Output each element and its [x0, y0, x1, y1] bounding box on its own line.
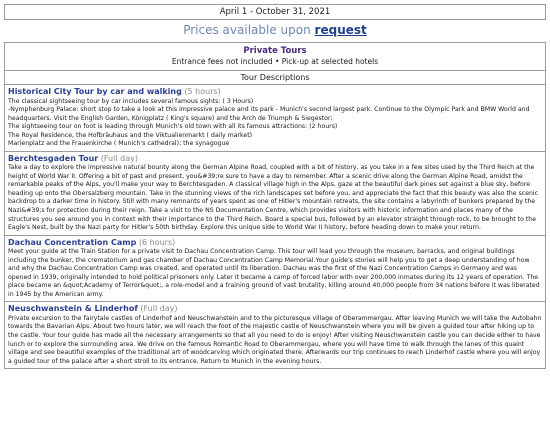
tour-duration: (5 hours)	[184, 87, 221, 96]
tour-berchtesgaden	[4, 152, 546, 236]
tour-line: -Nymphenburg Palace: short stop to take a look at this impressive palace and its park - Munich's second largest park. Continue to the Olympic Park and BMW World and headquarters. Visit the English Garden, Königplatz ( King's square) and the Arch de Triumph & Siegestor;	[8, 106, 530, 122]
tour-description: Private excursion to the fairytale castles of Linderhof and Neuschwanstein and to the picturesque village of Oberammergau. After leaving Munich we will take the Autobahn towards the Bavarian Alps. About two hours later, we will reach the foot of the majestic castle of Neuschwanstein where you will be given a guided tour after hiking up to the castle. Your tour guide has made all the necessary arrangements so that all you need to do is enjoy! After visiting Neuschwanstein castle you can decide either to have lunch or to explore the surrounding area. We drive on the famous Romantic Road to Oberammergau, where you will have time to walk through the lanes of this quaint village and see beautiful examples of the traditional art of woodcarving which originated there. Afterwards our trip continues to reach Linderhof castle where you will enjoy a guided tour of the palace after a short stroll to its entrance. Return to Munich in the evening hours.	[8, 314, 542, 365]
tour-name: Berchtesgaden Tour	[8, 153, 99, 163]
prices-text: Prices available upon	[183, 23, 311, 37]
tour-neuschwanstein-linderhof	[4, 302, 546, 369]
season-dates: April 1 - October 31, 2021	[4, 4, 546, 20]
tour-heading	[8, 154, 542, 165]
tour-line: The Royal Residence, the Hofbräuhaus and the Viktualienmarkt ( daily market)	[8, 131, 253, 139]
tour-description: Take a day to explore the impressive natural bounty along the German Alpine Road, coupled with a bit of history, as you take in a few sites used by the Third Reich at the height of World War II. Offering a bit of past and present, you&#39;re sure to have a day to remember. After a scenic drive along the German Alpine Road, amidst the remarkable peaks of the Alps, you'll make your way to Berchtesgaden. A classical village high in the Alps, gaze at the beautiful dark pines set against a blue sky, before heading up onto the Obersalzberg mountain. Take in the stunning views of the rich landscapes set before you, and appreciate the fact that this beauty was also the scenic backdrop to a darker time in history. Still with many remnants of years spent as one of Hitler's mountain retreats, the site contains a labyrinth of bunkers prepared by the Nazi&#39;s for protection during their reign. Take a visit to the NS Documentation Centre, which provides visitors with historic information and places many of the structures you see around you in context with their importance to the Third Reich. Board a special bus, followed by an elevator straight through rock, to be brought to the Eagle's Nest, built by the Nazi party for Hitler's 50th birthday. Explore this unique side to World War II history, before heading down to make your return.	[8, 164, 539, 232]
tour-duration: (Full day)	[140, 304, 178, 314]
tour-heading	[8, 238, 542, 249]
tour-line: Marienplatz and the Frauenkirche ( Munich's cathedral); the synagogue	[8, 140, 230, 148]
tour-line: The classical sightseeing tour by car includes several famous sights: ( 3 Hours)	[8, 97, 254, 105]
tour-dachau	[4, 236, 546, 303]
private-tours-box	[4, 42, 546, 71]
tour-price-page	[4, 4, 546, 369]
tour-name: Dachau Concentration Camp	[8, 237, 137, 247]
tour-historical-city	[4, 85, 546, 152]
tour-descriptions-header: Tour Descriptions	[4, 71, 546, 85]
tour-duration: (Full day)	[100, 153, 138, 163]
tour-name: Historical City Tour by car and walking	[8, 87, 182, 96]
tour-duration: (6 hours)	[138, 237, 176, 247]
tour-line: The sightseeing tour on foot is leading through Munich's old town with all its famous attractions: (2 hours)	[8, 123, 338, 131]
private-tours-title: Private Tours	[243, 46, 307, 56]
tour-heading	[8, 87, 542, 98]
fees-note: Entrance fees not included • Pick-up at selected hotels	[171, 57, 379, 66]
tour-description: Meet your guide at the Train Station for a private visit to Dachau Concentration Camp. This tour will lead you through the museum, barracks, and original buildings including the bunker, the crematorium and gas chamber of Dachau Concentration Camp Memorial.Your guide's stories will help you to get a deep understanding of how and why the Dachau Concentration Camp was created, and operated until its liberation. Dachau was the first of the Nazi Concentration Camps in Germany and was opened in 1939, originally intended to hold political prisoners only. Later it became a camp of forced labor with over 200,000 inmates during its 12 years of operation. The place became an &quot;Academy of Terror&quot;, a role-model and a training ground of vast brutality, killing around 40,000 people from 34 nations before it was liberated in 1945 by the American army.	[8, 248, 540, 298]
tour-name: Neuschwanstein & Linderhof	[8, 304, 138, 314]
tour-heading	[8, 304, 542, 315]
request-link[interactable]: request	[314, 23, 367, 37]
prices-note	[4, 20, 546, 40]
